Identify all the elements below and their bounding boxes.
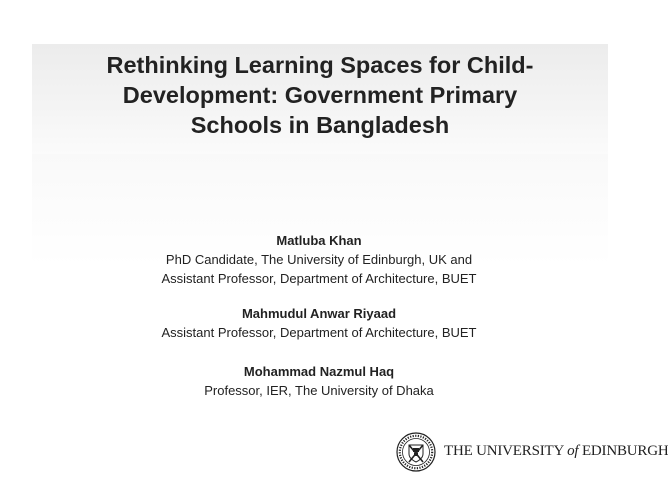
author-name: Mahmudul Anwar Riyaad bbox=[241, 306, 397, 321]
author-affiliation: Professor, IER, The University of Dhaka bbox=[204, 383, 434, 398]
author-name: Mohammad Nazmul Haq bbox=[243, 364, 395, 379]
author-block-2 bbox=[0, 304, 638, 342]
title-line-2: Development: Government Primary bbox=[122, 82, 518, 108]
slide-title bbox=[32, 50, 608, 140]
author-list bbox=[0, 231, 638, 416]
author-affiliation: Assistant Professor, Department of Architecture, BUET bbox=[161, 325, 477, 340]
university-crest-icon bbox=[396, 432, 436, 472]
author-affiliation: Assistant Professor, Department of Architecture, BUET bbox=[161, 271, 477, 286]
author-block-3 bbox=[0, 362, 638, 400]
title-line-3: Schools in Bangladesh bbox=[190, 112, 450, 138]
author-name: Matluba Khan bbox=[276, 233, 362, 248]
university-logo bbox=[396, 432, 668, 474]
author-affiliation: PhD Candidate, The University of Edinburgh, UK and bbox=[165, 252, 473, 267]
university-name: THE UNIVERSITY of EDINBURGH bbox=[444, 443, 668, 459]
title-line-1: Rethinking Learning Spaces for Child- bbox=[106, 52, 534, 78]
author-block-1 bbox=[0, 231, 638, 288]
